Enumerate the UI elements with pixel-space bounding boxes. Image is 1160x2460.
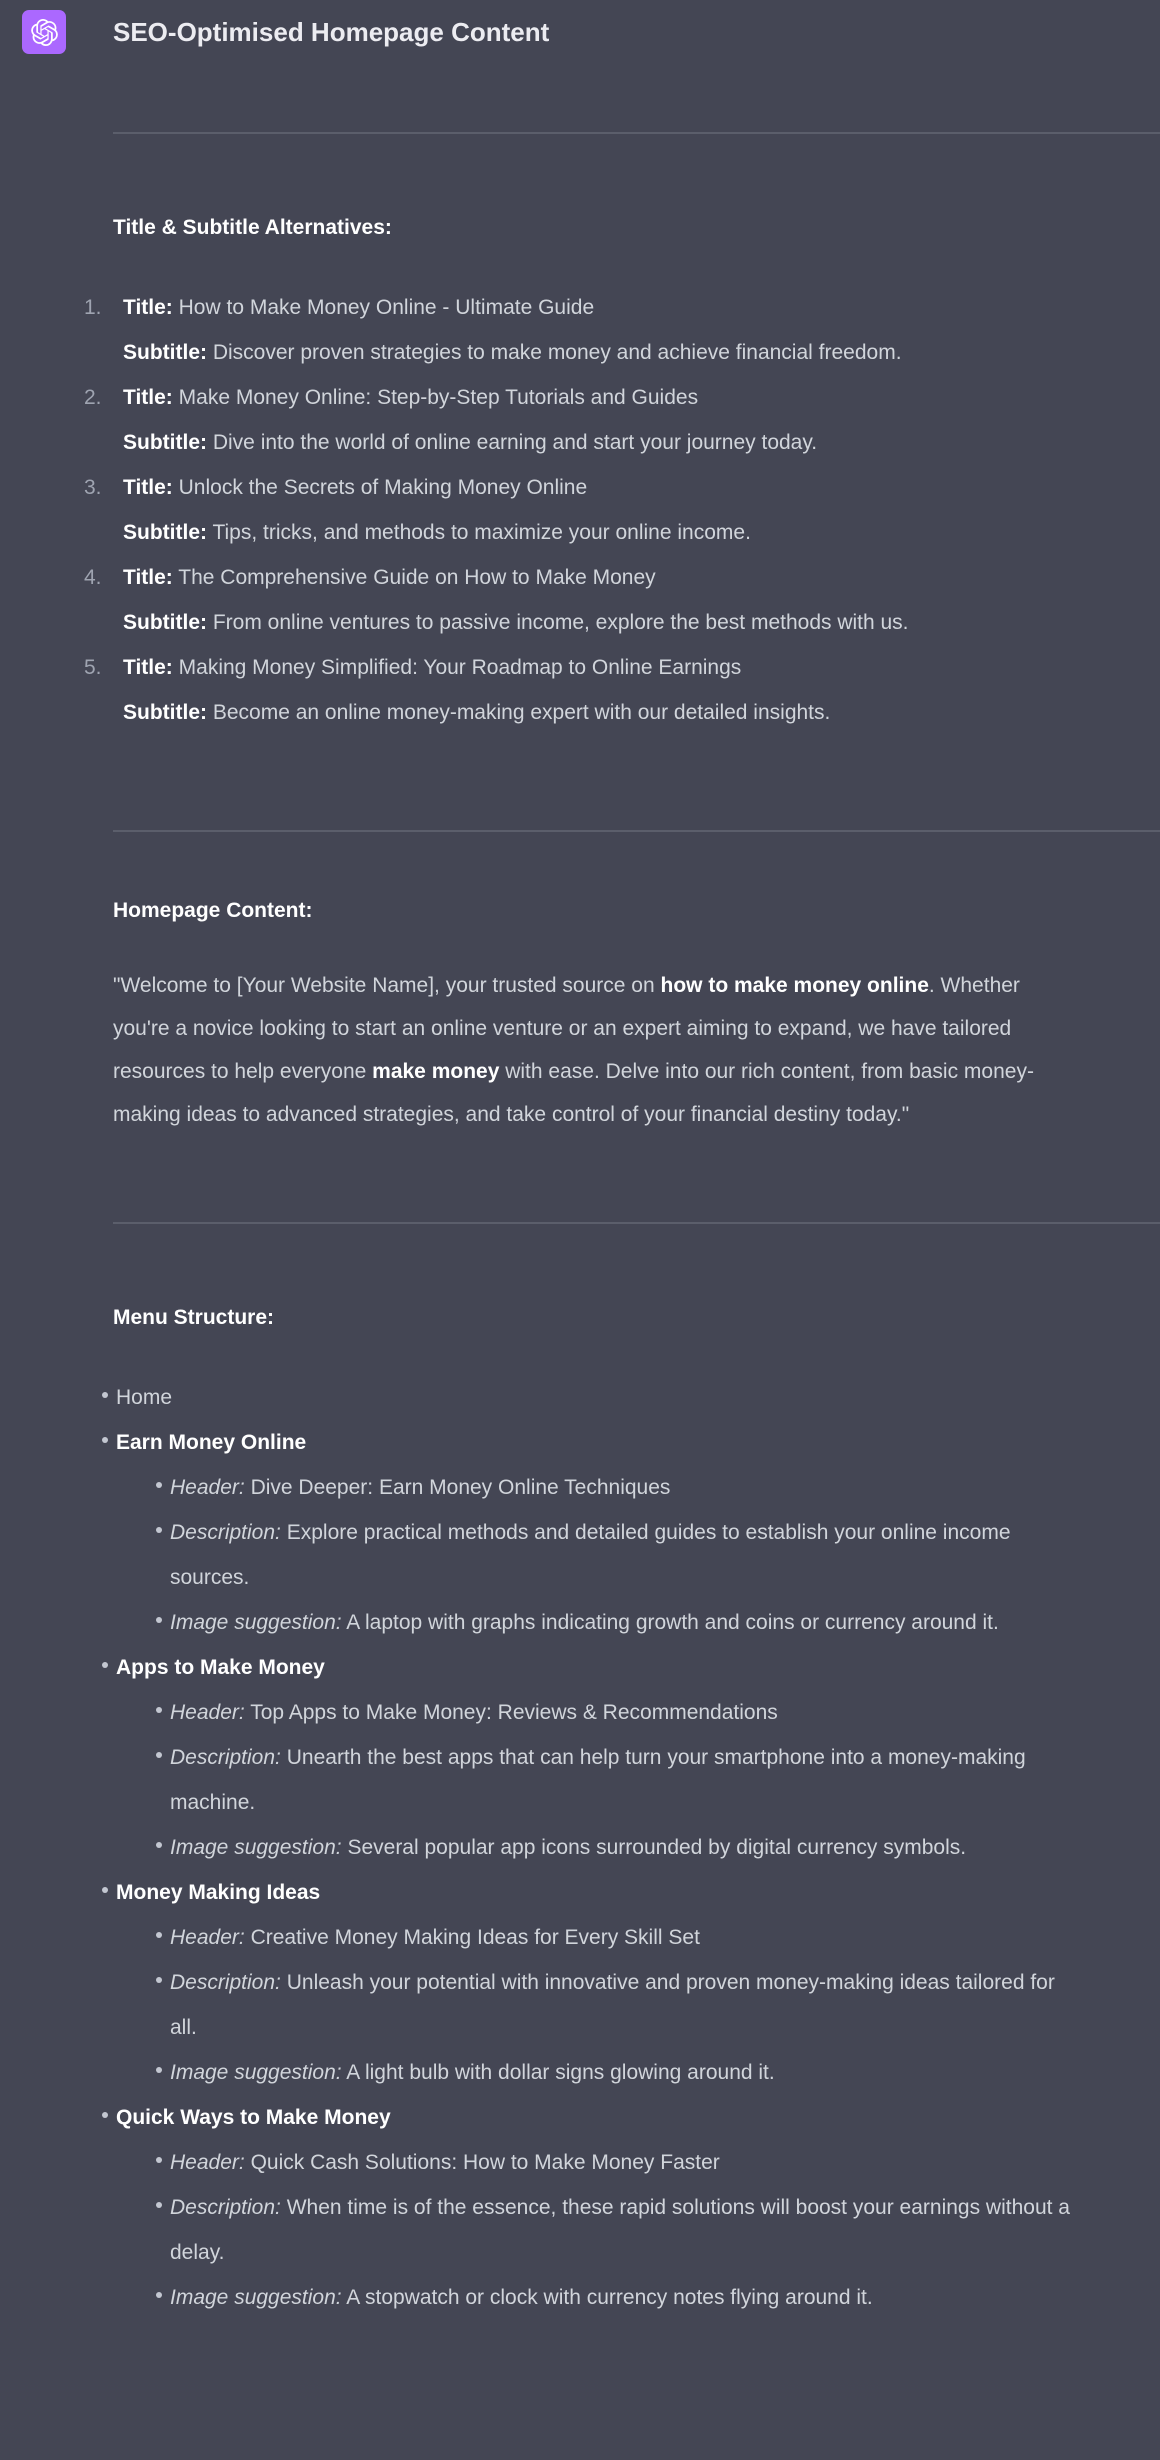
menu-sub-image-suggestion <box>170 1600 1075 1645</box>
subtitle-line <box>123 691 1152 734</box>
description-text: Unearth the best apps that can help turn your smartphone into a money-making machine. <box>170 1746 1026 1814</box>
subtitle-label: Subtitle: <box>123 521 207 544</box>
list-item <box>84 286 1152 374</box>
title-label: Title: <box>123 476 173 499</box>
list-item <box>84 466 1152 554</box>
image-suggestion-text: A laptop with graphs indicating growth and coins or currency around it. <box>346 1611 999 1634</box>
menu-sub-header <box>170 1690 1075 1735</box>
list-number: 4. <box>84 566 102 589</box>
title-subtitle-list <box>84 286 1152 734</box>
menu-sub-description <box>170 2185 1075 2275</box>
subtitle-label: Subtitle: <box>123 431 207 454</box>
title-label: Title: <box>123 386 173 409</box>
list-number: 5. <box>84 656 102 679</box>
menu-structure-list <box>116 1375 1152 2320</box>
image-suggestion-label: Image suggestion: <box>170 1836 342 1859</box>
image-suggestion-label: Image suggestion: <box>170 1611 342 1634</box>
bullet-icon <box>156 1752 162 1758</box>
title-text: Make Money Online: Step-by-Step Tutorials and Guides <box>178 386 699 409</box>
bullet-icon <box>102 2112 108 2118</box>
list-item <box>84 556 1152 644</box>
bullet-icon <box>156 2157 162 2163</box>
menu-sub-image-suggestion <box>170 2050 1075 2095</box>
header-text: Quick Cash Solutions: How to Make Money Faster <box>250 2151 720 2174</box>
title-line <box>84 376 1152 419</box>
menu-item-home <box>116 1375 1152 1420</box>
description-label: Description: <box>170 2196 281 2219</box>
assistant-avatar <box>22 10 66 54</box>
menu-sub-description <box>170 1960 1075 2050</box>
header-text: Top Apps to Make Money: Reviews & Recommendations <box>250 1701 778 1724</box>
list-item <box>84 646 1152 734</box>
list-number: 3. <box>84 476 102 499</box>
list-item <box>84 376 1152 464</box>
description-text: Unleash your potential with innovative and proven money-making ideas tailored for all. <box>170 1971 1055 2039</box>
description-label: Description: <box>170 1521 281 1544</box>
image-suggestion-text: Several popular app icons surrounded by digital currency symbols. <box>347 1836 967 1859</box>
menu-sub-description <box>170 1510 1075 1600</box>
title-line <box>84 286 1152 329</box>
header-text: Creative Money Making Ideas for Every Skill Set <box>250 1926 700 1949</box>
description-label: Description: <box>170 1971 281 1994</box>
menu-item-quick-ways-to-make-money <box>116 2095 1152 2320</box>
alternatives-heading: Title & Subtitle Alternatives: <box>113 216 392 239</box>
subtitle-line <box>123 331 1152 374</box>
subtitle-label: Subtitle: <box>123 341 207 364</box>
header-label: Header: <box>170 2151 245 2174</box>
subtitle-text: Discover proven strategies to make money and achieve financial freedom. <box>212 341 902 364</box>
homepage-heading: Homepage Content: <box>113 899 313 922</box>
description-text: Explore practical methods and detailed guides to establish your online income sources. <box>170 1521 1011 1589</box>
bullet-icon <box>156 1842 162 1848</box>
bullet-icon <box>156 1527 162 1533</box>
image-suggestion-text: A light bulb with dollar signs glowing around it. <box>346 2061 775 2084</box>
title-text: Unlock the Secrets of Making Money Online <box>178 476 588 499</box>
title-line <box>84 556 1152 599</box>
message-content <box>0 132 1160 2320</box>
description-label: Description: <box>170 1746 281 1769</box>
header-label: Header: <box>170 1926 245 1949</box>
bullet-icon <box>156 2292 162 2298</box>
subtitle-text: Tips, tricks, and methods to maximize your online income. <box>212 521 751 544</box>
subtitle-text: Dive into the world of online earning and start your journey today. <box>212 431 818 454</box>
title-label: Title: <box>123 566 173 589</box>
homepage-paragraph <box>113 964 1053 1136</box>
subtitle-line <box>123 511 1152 554</box>
header-label: Header: <box>170 1701 245 1724</box>
subtitle-text: Become an online money-making expert with our detailed insights. <box>212 701 831 724</box>
menu-sub-list <box>170 1465 1152 1645</box>
title-text: How to Make Money Online - Ultimate Guide <box>178 296 595 319</box>
menu-sub-header <box>170 2140 1075 2185</box>
subtitle-text: From online ventures to passive income, explore the best methods with us. <box>212 611 909 634</box>
subtitle-line <box>123 421 1152 464</box>
section-divider <box>113 830 1160 832</box>
bullet-icon <box>156 1617 162 1623</box>
title-label: Title: <box>123 296 173 319</box>
openai-logo-icon <box>31 19 58 46</box>
menu-sub-image-suggestion <box>170 1825 1075 1870</box>
chat-assistant-message <box>0 10 1160 2460</box>
bold-keyword: make money <box>372 1060 500 1083</box>
bullet-icon <box>102 1662 108 1668</box>
bullet-icon <box>156 1932 162 1938</box>
menu-item-money-making-ideas <box>116 1870 1152 2095</box>
title-line <box>84 646 1152 689</box>
bullet-icon <box>102 1392 108 1398</box>
bullet-icon <box>102 1887 108 1893</box>
menu-item-apps-to-make-money <box>116 1645 1152 1870</box>
bullet-icon <box>156 1707 162 1713</box>
bullet-icon <box>156 2067 162 2073</box>
title-text: Making Money Simplified: Your Roadmap to Online Earnings <box>178 656 742 679</box>
header-label: Header: <box>170 1476 245 1499</box>
bullet-icon <box>156 1977 162 1983</box>
header-text: Dive Deeper: Earn Money Online Techniques <box>250 1476 671 1499</box>
title-line <box>84 466 1152 509</box>
menu-item-label: Home <box>116 1386 173 1409</box>
paragraph-segment: "Welcome to [Your Website Name], your trusted source on <box>113 974 661 997</box>
bullet-icon <box>156 1482 162 1488</box>
menu-item-label: Quick Ways to Make Money <box>116 2106 391 2129</box>
section-divider <box>113 132 1160 134</box>
menu-item-label: Apps to Make Money <box>116 1656 325 1679</box>
image-suggestion-label: Image suggestion: <box>170 2286 342 2309</box>
menu-item-label: Money Making Ideas <box>116 1881 321 1904</box>
menu-sub-image-suggestion <box>170 2275 1075 2320</box>
subtitle-label: Subtitle: <box>123 701 207 724</box>
menu-sub-header <box>170 1465 1075 1510</box>
bold-keyword: how to make money online <box>660 974 929 997</box>
menu-item-earn-money-online <box>116 1420 1152 1645</box>
list-number: 1. <box>84 296 102 319</box>
bullet-icon <box>156 2202 162 2208</box>
description-text: When time is of the essence, these rapid solutions will boost your earnings without a delay. <box>170 2196 1070 2264</box>
menu-sub-list <box>170 1690 1152 1870</box>
menu-item-label: Earn Money Online <box>116 1431 307 1454</box>
list-number: 2. <box>84 386 102 409</box>
section-divider <box>113 1222 1160 1224</box>
image-suggestion-text: A stopwatch or clock with currency notes flying around it. <box>346 2286 873 2309</box>
title-label: Title: <box>123 656 173 679</box>
message-header <box>0 10 1160 54</box>
title-text: The Comprehensive Guide on How to Make Money <box>178 566 656 589</box>
page-title: SEO-Optimised Homepage Content <box>113 17 550 47</box>
subtitle-label: Subtitle: <box>123 611 207 634</box>
menu-sub-description <box>170 1735 1075 1825</box>
menu-heading: Menu Structure: <box>113 1306 275 1329</box>
menu-sub-header <box>170 1915 1075 1960</box>
paragraph-segment: . Whether you're a novice looking to start an online venture or an expert aiming to expand, we have tailored resources to help everyone <box>113 974 1020 1083</box>
menu-sub-list <box>170 1915 1152 2095</box>
subtitle-line <box>123 601 1152 644</box>
paragraph-segment: with ease. Delve into our rich content, from basic money-making ideas to advanced strategies, and take control of your financial destiny today." <box>113 1060 1034 1126</box>
image-suggestion-label: Image suggestion: <box>170 2061 342 2084</box>
menu-sub-list <box>170 2140 1152 2320</box>
bullet-icon <box>102 1437 108 1443</box>
